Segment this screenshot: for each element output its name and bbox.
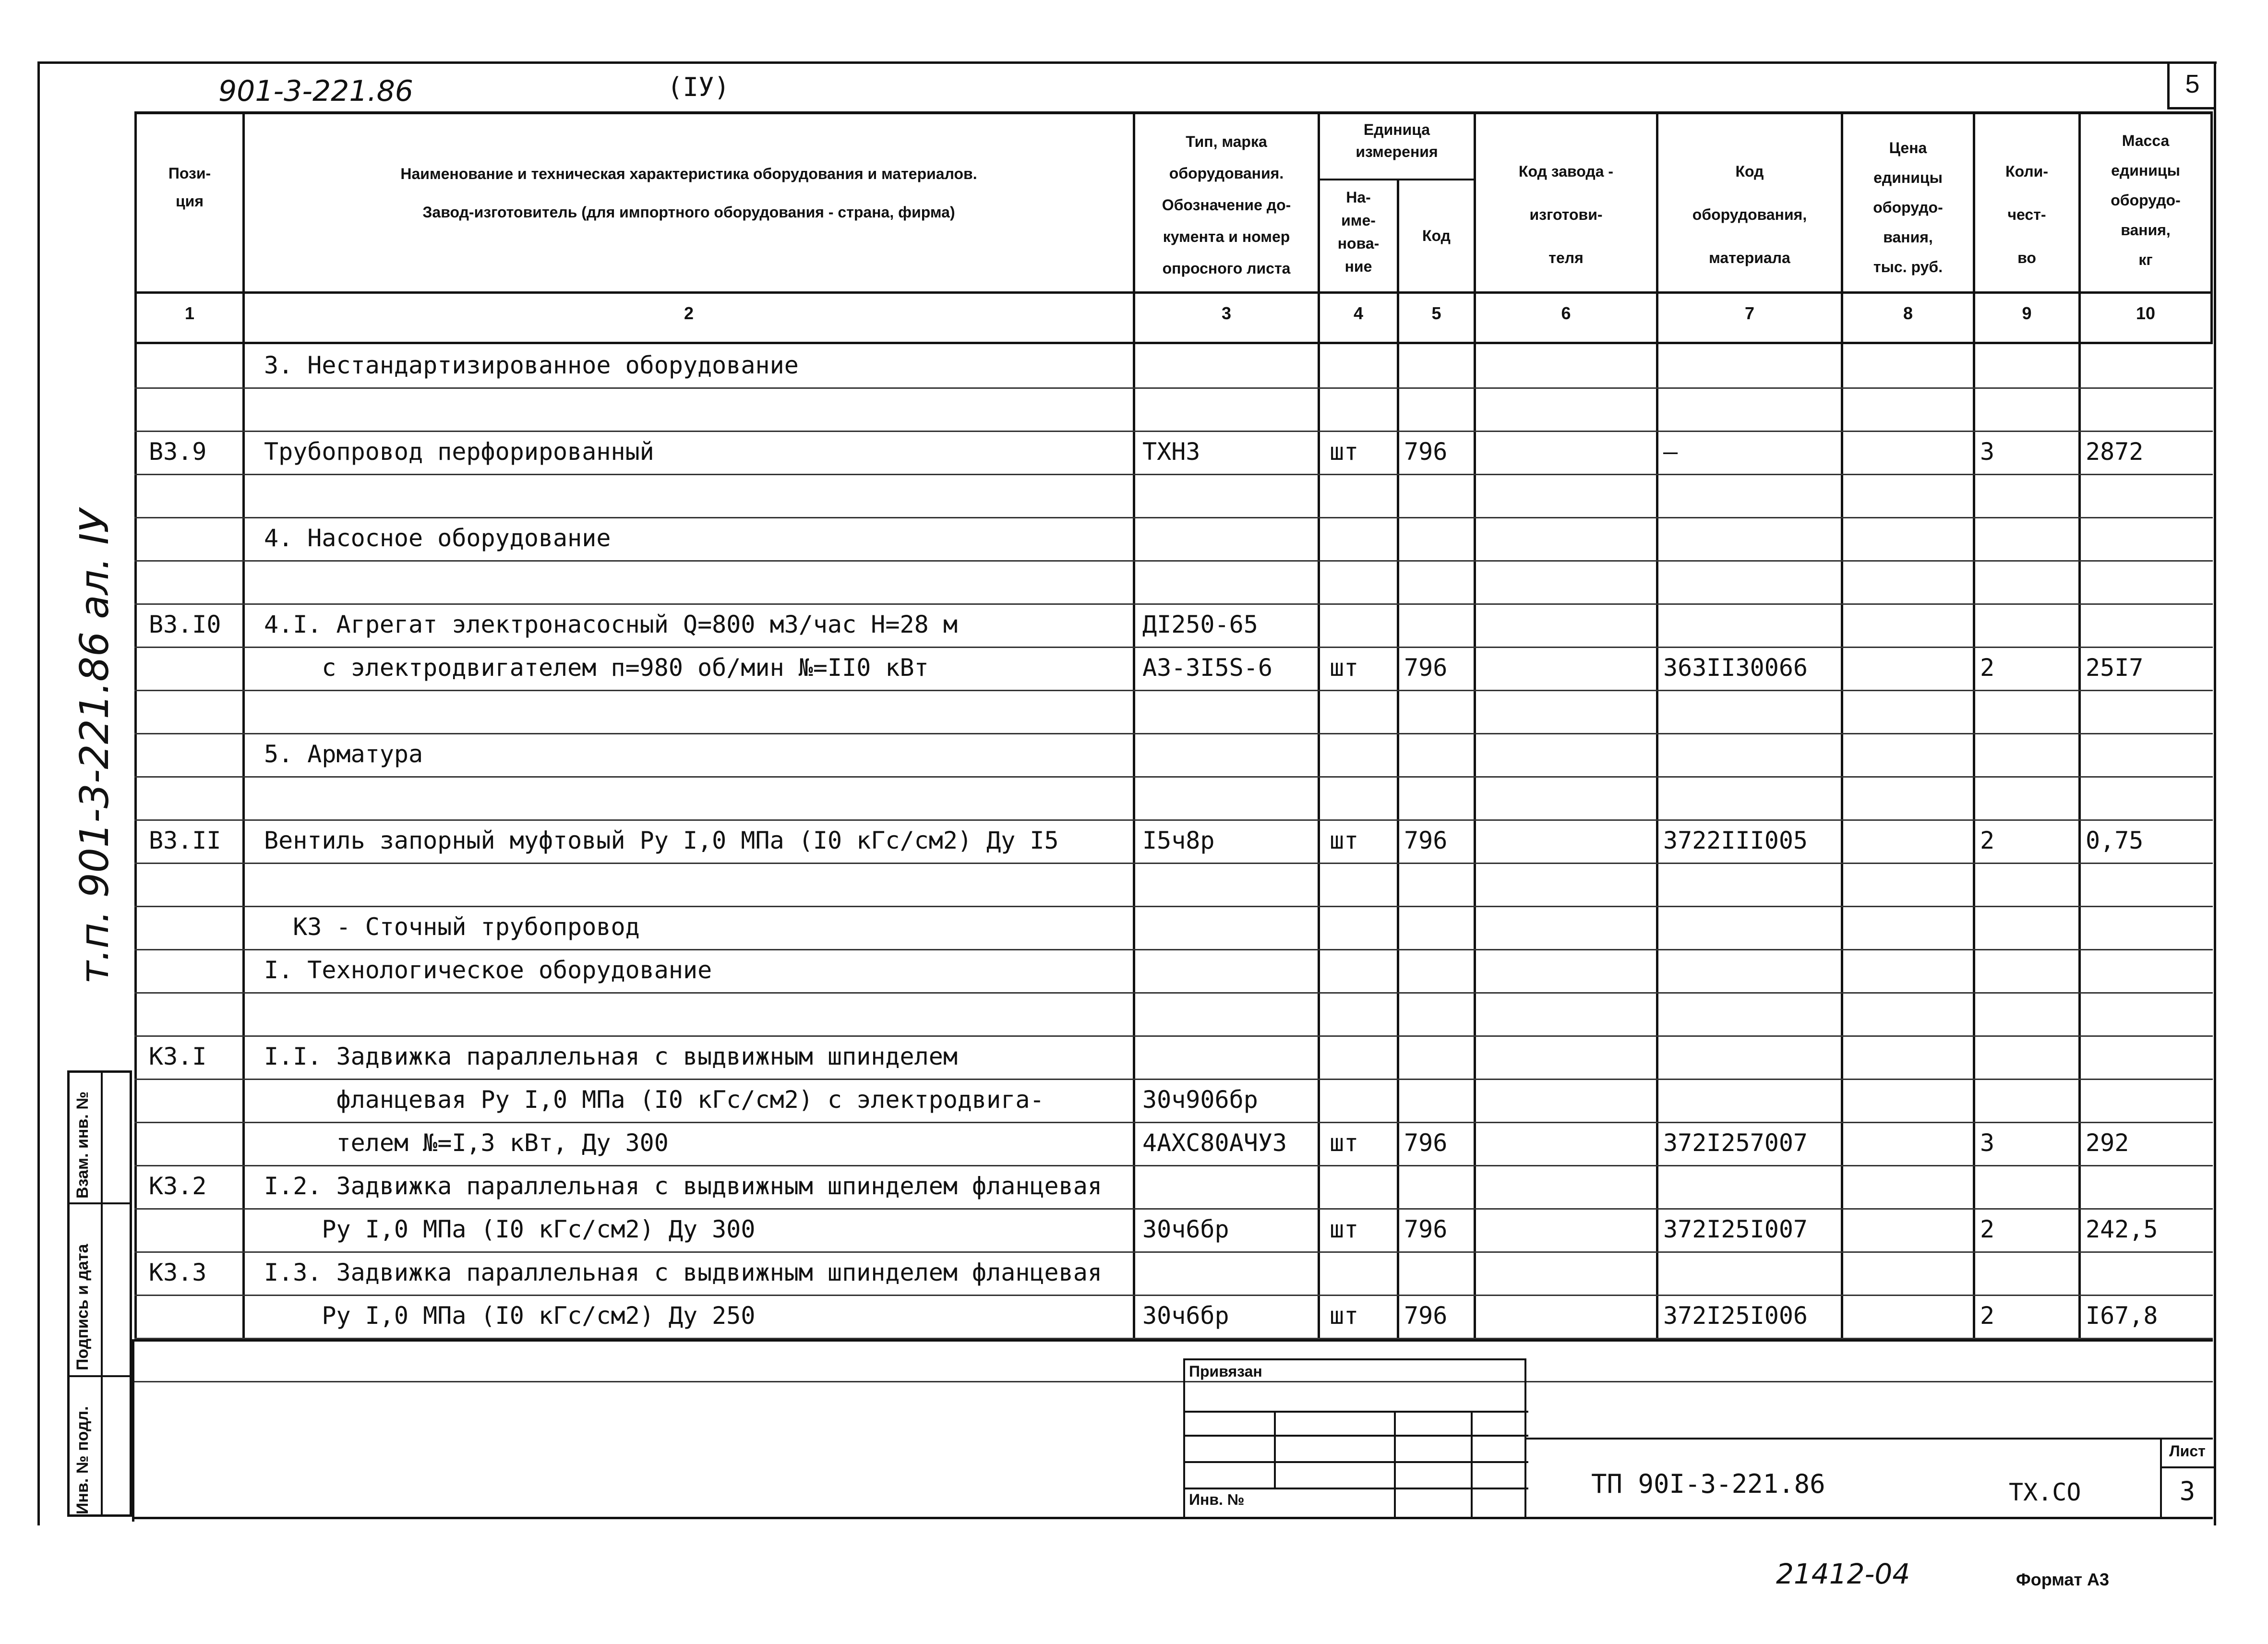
header-col8-line: вания,	[1883, 228, 1933, 246]
header-col3-line: оборудования.	[1169, 165, 1284, 182]
col-number-4: 4	[1353, 303, 1364, 323]
cell-code: 796	[1404, 1302, 1448, 1330]
frame-top-line	[37, 61, 2217, 64]
privyazan-block	[1183, 1358, 1526, 1519]
vline-0	[134, 111, 137, 1340]
cell-type: 30ч6бр	[1142, 1215, 1229, 1243]
cell-type: 30ч906бр	[1142, 1086, 1258, 1114]
row-separator	[134, 1122, 2213, 1123]
album-number: (IУ)	[667, 72, 730, 102]
cell-qty: 2	[1980, 654, 1995, 682]
cell-unit: шт	[1330, 1215, 1359, 1243]
cell-type: ТХН3	[1142, 438, 1200, 466]
side-note: т.п. 901-3-221.86 ал. IУ	[72, 509, 118, 984]
cell-type: ДI250-65	[1142, 611, 1258, 638]
archive-number: 21412-04	[1776, 1558, 1910, 1590]
header-unit-line: Единица	[1363, 121, 1430, 138]
footer-top-line	[132, 1339, 2213, 1342]
cell-code: 796	[1404, 827, 1448, 854]
cell-qty: 3	[1980, 1129, 1995, 1157]
privyazan-col-1	[1274, 1411, 1276, 1488]
vline-7	[1841, 111, 1843, 1340]
row-separator	[134, 1035, 2213, 1037]
header-col10	[2081, 126, 2210, 275]
vline-10	[2210, 111, 2213, 342]
numbers-line	[134, 342, 2213, 344]
cell-mass: 242,5	[2086, 1215, 2158, 1243]
row-separator	[134, 647, 2213, 648]
cell-equip: 372I25I006	[1663, 1302, 1808, 1330]
cell-name: Ру I,0 МПа (I0 кГс/см2) Ду 300	[264, 1215, 756, 1243]
footer-doc-code: ТП 90I-3-221.86	[1591, 1469, 1825, 1499]
cell-qty: 3	[1980, 438, 1995, 466]
header-col4-line: име-	[1341, 212, 1376, 229]
cell-code: 796	[1404, 654, 1448, 682]
cell-mass: 25I7	[2086, 654, 2144, 682]
cell-name: с электродвигателем п=980 об/мин №=II0 кВт	[264, 654, 929, 682]
cell-name: I.I. Задвижка параллельная с выдвижным шпинделем	[264, 1043, 958, 1070]
cell-name: I. Технологическое оборудование	[264, 956, 712, 984]
cell-equip: 3722III005	[1663, 827, 1808, 854]
cell-name: Трубопровод перфорированный	[264, 438, 654, 466]
col-number-10: 10	[2136, 303, 2156, 323]
vline-1	[242, 111, 245, 1340]
header-col9	[1975, 150, 2078, 279]
vline-5	[1474, 111, 1476, 1340]
sheet-label: Лист	[2169, 1442, 2206, 1460]
header-col1-line: Пози-	[168, 165, 211, 182]
frame-right-line	[2214, 61, 2216, 1525]
row-separator	[134, 387, 2213, 389]
cell-name: фланцевая Ру I,0 МПа (I0 кГс/см2) с электродвига-	[264, 1086, 1044, 1114]
vline-3	[1318, 111, 1320, 1340]
vline-2	[1133, 111, 1135, 1340]
row-separator	[134, 733, 2213, 734]
cell-unit: шт	[1330, 827, 1359, 854]
header-col8	[1843, 133, 1973, 282]
cell-pos: К3.I	[149, 1043, 207, 1070]
row-separator	[134, 1079, 2213, 1080]
cell-name: 4.I. Агрегат электронасосный Q=800 м3/час Н=28 м	[264, 611, 958, 638]
footer-left-line	[132, 1339, 134, 1522]
cell-pos: К3.3	[149, 1259, 207, 1286]
header-col6	[1476, 150, 1656, 279]
cell-pos: В3.I0	[149, 611, 221, 638]
header-col3	[1135, 126, 1318, 284]
privyazan-row-2	[1185, 1435, 1528, 1437]
header-col6-line: Код завода -	[1518, 163, 1614, 180]
cell-pos: В3.II	[149, 827, 221, 854]
sheet-box	[2160, 1438, 2213, 1519]
cell-unit: шт	[1330, 654, 1359, 682]
row-separator	[134, 517, 2213, 518]
row-separator	[134, 1295, 2213, 1296]
privyazan-row-1	[1185, 1411, 1528, 1413]
vline-9	[2078, 111, 2081, 1340]
footer-bottom-line	[132, 1517, 2213, 1519]
cell-mass: 0,75	[2086, 827, 2144, 854]
stamp-signature-date: Подпись и дата	[73, 1244, 92, 1370]
header-col3-line: кумента и номер	[1163, 228, 1290, 245]
header-col1	[137, 159, 242, 215]
header-col2	[245, 155, 1133, 231]
col-number-9: 9	[2022, 303, 2032, 323]
cell-type: А3-3I5S-6	[1142, 654, 1272, 682]
header-unit	[1320, 119, 1474, 163]
header-col7-line: Код	[1735, 163, 1764, 180]
cell-qty: 2	[1980, 1215, 1995, 1243]
vline-8	[1973, 111, 1975, 1340]
row-separator	[134, 863, 2213, 864]
header-col7-line: оборудования,	[1692, 206, 1807, 223]
privyazan-row-3	[1185, 1461, 1528, 1463]
cell-name: I.2. Задвижка параллельная с выдвижным шпинделем фланцевая	[264, 1172, 1102, 1200]
title-block-line	[1526, 1438, 2213, 1440]
cell-pos: К3.2	[149, 1172, 207, 1200]
cell-type: I5ч8р	[1142, 827, 1215, 854]
table-top-line	[134, 111, 2213, 114]
cell-unit: шт	[1330, 1302, 1359, 1330]
cell-name: К3 - Сточный трубопровод	[264, 913, 640, 941]
left-stamp	[67, 1070, 132, 1517]
col-number-6: 6	[1561, 303, 1571, 323]
header-col4-line: ние	[1344, 258, 1372, 275]
page-number-box	[2167, 61, 2215, 109]
left-stamp-sep-2	[70, 1375, 132, 1377]
footer-mark: ТХ.СО	[2009, 1478, 2081, 1506]
cell-equip: 363II30066	[1663, 654, 1808, 682]
header-col8-line: оборудо-	[1873, 199, 1943, 216]
stamp-replaces-inv: Взам. инв. №	[73, 1091, 92, 1199]
cell-name: Вентиль запорный муфтовый Ру I,0 МПа (I0 кГс/см2) Ду I5	[264, 827, 1059, 854]
row-separator	[134, 776, 2213, 778]
header-col3-line: Обозначение до-	[1162, 196, 1291, 214]
cell-qty: 2	[1980, 1302, 1995, 1330]
col-number-7: 7	[1744, 303, 1755, 323]
cell-name: 3. Нестандартизированное оборудование	[264, 351, 799, 379]
header-col3-line: Тип, марка	[1186, 133, 1267, 150]
header-col8-line: единицы	[1873, 169, 1943, 186]
header-col5: Код	[1422, 227, 1451, 244]
privyazan-col-2	[1394, 1411, 1396, 1519]
col-number-8: 8	[1903, 303, 1913, 323]
cell-equip: 372I257007	[1663, 1129, 1808, 1157]
row-separator	[134, 690, 2213, 691]
privyazan-row-4	[1185, 1488, 1528, 1489]
header-col4-line: нова-	[1337, 235, 1380, 252]
row-separator	[134, 906, 2213, 907]
header-col9-line: во	[2017, 249, 2036, 266]
cell-mass: 292	[2086, 1129, 2129, 1157]
cell-qty: 2	[1980, 827, 1995, 854]
row-separator	[134, 431, 2213, 432]
row-separator	[134, 1208, 2213, 1210]
col-number-2: 2	[684, 303, 694, 323]
row-separator	[134, 560, 2213, 562]
header-col9-line: чест-	[2007, 206, 2046, 223]
privyazan-col-3	[1471, 1411, 1473, 1519]
header-col7-line: материала	[1709, 249, 1790, 266]
inv-no-label: Инв. №	[1189, 1491, 1245, 1508]
row-separator	[134, 1381, 2213, 1382]
header-col4-line: На-	[1346, 189, 1371, 206]
header-col10-line: единицы	[2111, 162, 2180, 179]
header-col9-line: Коли-	[2005, 163, 2048, 180]
header-col1-line: ция	[175, 192, 204, 210]
frame-left-line	[37, 61, 40, 1525]
cell-type: 4АХС80АЧУ3	[1142, 1129, 1287, 1157]
header-unit-line: измерения	[1356, 143, 1438, 160]
row-separator	[134, 603, 2213, 605]
cell-type: 30ч6бр	[1142, 1302, 1229, 1330]
cell-name: 4. Насосное оборудование	[264, 524, 611, 552]
stamp-inv-podl: Инв. № подл.	[73, 1406, 92, 1514]
header-col6-line: теля	[1548, 249, 1584, 266]
cell-name: I.3. Задвижка параллельная с выдвижным шпинделем фланцевая	[264, 1259, 1102, 1286]
header-col10-line: вания,	[2121, 221, 2171, 239]
header-col10-line: кг	[2138, 251, 2153, 268]
cell-code: 796	[1404, 438, 1448, 466]
cell-unit: шт	[1330, 1129, 1359, 1157]
row-separator	[134, 474, 2213, 475]
cell-code: 796	[1404, 1129, 1448, 1157]
sheet-box-divider	[2162, 1466, 2215, 1468]
header-col6-line: изготови-	[1529, 206, 1603, 223]
row-separator	[134, 819, 2213, 821]
equipment-table	[134, 111, 2213, 1340]
vline-6	[1656, 111, 1658, 1340]
cell-equip: 372I25I007	[1663, 1215, 1808, 1243]
row-separator	[134, 1165, 2213, 1166]
left-stamp-divider	[101, 1073, 103, 1517]
cell-name: Ру I,0 МПа (I0 кГс/см2) Ду 250	[264, 1302, 756, 1330]
header-line	[134, 291, 2213, 294]
cell-mass: I67,8	[2086, 1302, 2158, 1330]
header-col8-line: тыс. руб.	[1873, 258, 1943, 276]
sheet-number: 3	[2179, 1476, 2196, 1506]
row-separator	[134, 992, 2213, 994]
left-stamp-sep-1	[70, 1202, 132, 1204]
doc-code-top: 901-3-221.86	[218, 74, 413, 108]
privyazan-label: Привязан	[1189, 1363, 1262, 1380]
cell-unit: шт	[1330, 438, 1359, 466]
row-separator	[134, 1251, 2213, 1253]
cell-equip: –	[1663, 438, 1678, 466]
header-col7	[1658, 150, 1841, 279]
page-number: 5	[2185, 70, 2200, 98]
header-col8-line: Цена	[1889, 139, 1927, 156]
col-number-5: 5	[1431, 303, 1441, 323]
header-col4	[1320, 186, 1397, 278]
cell-pos: В3.9	[149, 438, 207, 466]
cell-mass: 2872	[2086, 438, 2144, 466]
cell-name: телем №=I,3 кВт, Ду 300	[264, 1129, 669, 1157]
header-col10-line: Масса	[2122, 132, 2170, 149]
header-col3-line: опросного листа	[1162, 260, 1291, 277]
row-separator	[134, 949, 2213, 950]
cell-name: 5. Арматура	[264, 740, 423, 768]
header-col2-line: Наименование и техническая характеристика оборудования и материалов.	[400, 165, 977, 182]
col-number-1: 1	[184, 303, 195, 323]
header-col10-line: оборудо-	[2111, 192, 2181, 209]
header-col2-line: Завод-изготовитель (для импортного оборудования - страна, фирма)	[422, 204, 955, 221]
col-number-3: 3	[1221, 303, 1232, 323]
format-label: Формат А3	[2016, 1570, 2110, 1589]
cell-code: 796	[1404, 1215, 1448, 1243]
